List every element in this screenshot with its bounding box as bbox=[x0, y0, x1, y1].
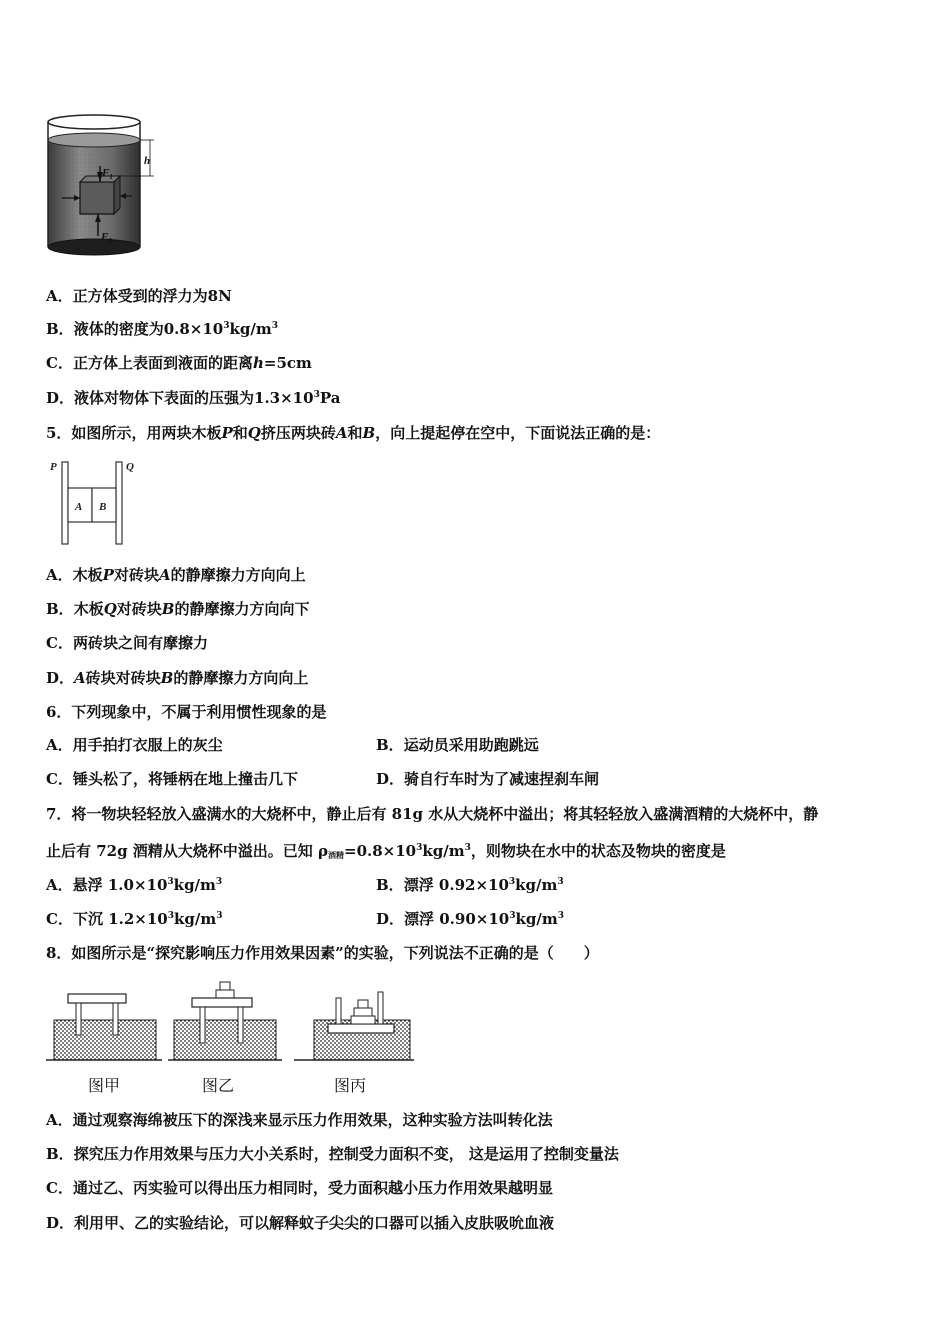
svg-text:F2: $F_2$ bbox=[101, 231, 112, 245]
q7-option-c: C．下沉 $1.2\times 10^3kg/m^3$ bbox=[46, 910, 223, 928]
q4-label-h: h bbox=[144, 155, 151, 167]
q5-option-b: B．木板Q对砖块B的静摩擦力方向向下 bbox=[46, 600, 310, 618]
q8-label-yi: 图乙 bbox=[202, 1078, 235, 1095]
svg-text:B: B bbox=[99, 501, 107, 513]
q8-experiment-figure bbox=[42, 978, 422, 1074]
q8-option-d: D．利用甲、乙的实验结论，可以解释蚊子尖尖的口器可以插入皮肤吸吮血液 bbox=[46, 1214, 555, 1232]
q5-boards-figure bbox=[44, 456, 144, 548]
q8-label-bing: 图丙 bbox=[334, 1078, 367, 1095]
svg-text:F1: $F_1$ bbox=[102, 167, 113, 181]
svg-text:P: P bbox=[50, 461, 57, 473]
q8-figure-bing bbox=[294, 992, 414, 1060]
q7-stem-line2: 止后有 72g 酒精从大烧杯中溢出。已知 $\rho_{酒精}=0.8\times 10^3kg/m^3$，则物块在水中的状态及物块的密度是 bbox=[46, 842, 726, 860]
q5-option-a: A．木板P对砖块A的静摩擦力方向向上 bbox=[46, 566, 306, 584]
q8-option-c: C．通过乙、丙实验可以得出压力相同时，受力面积越小压力作用效果越明显 bbox=[46, 1179, 553, 1197]
q4-cylinder-figure bbox=[40, 110, 170, 260]
q4-option-b: B．液体的密度为$0.8\times 10^3kg/m^3$ bbox=[46, 320, 278, 338]
q8-option-b: B．探究压力作用效果与压力大小关系时，控制受力面积不变， 这是运用了控制变量法 bbox=[46, 1145, 619, 1163]
q5-board-p bbox=[62, 462, 68, 544]
q4-option-d: D．液体对物体下表面的压强为$1.3\times 10^3Pa$ bbox=[46, 389, 341, 407]
q6-option-b: B．运动员采用助跑跳远 bbox=[376, 736, 539, 754]
q5-board-q bbox=[116, 462, 122, 544]
q6-option-a: A．用手拍打衣服上的灰尘 bbox=[46, 736, 223, 754]
q7-option-d: D．漂浮 $0.90\times 10^3kg/m^3$ bbox=[376, 910, 564, 928]
q8-stem: 8．如图所示是“探究影响压力作用效果因素”的实验，下列说法不正确的是（ ） bbox=[46, 944, 599, 962]
q6-stem: 6．下列现象中，不属于利用惯性现象的是 bbox=[46, 703, 327, 721]
q5-option-c: C．两砖块之间有摩擦力 bbox=[46, 634, 208, 652]
q6-option-c: C．锤头松了，将锤柄在地上撞击几下 bbox=[46, 770, 298, 788]
svg-text:Q: Q bbox=[126, 461, 134, 473]
svg-text:A: A bbox=[75, 501, 83, 513]
q4-cube bbox=[80, 182, 114, 214]
q4-option-c: C．正方体上表面到液面的距离h=5cm bbox=[46, 354, 312, 372]
q8-figure-jia bbox=[46, 994, 162, 1060]
q5-option-d: D．A砖块对砖块B的静摩擦力方向向上 bbox=[46, 669, 309, 687]
q4-label-f2: F bbox=[101, 231, 109, 243]
q8-figure-yi bbox=[168, 982, 282, 1060]
q7-option-a: A．悬浮 $1.0\times 10^3kg/m^3$ bbox=[46, 876, 223, 894]
q8-label-jia: 图甲 bbox=[88, 1078, 121, 1095]
q5-stem: 5．如图所示，用两块木板P和Q挤压两块砖A和B，向上提起停在空中，下面说法正确的是： bbox=[46, 424, 661, 442]
q4-label-f1: F bbox=[102, 167, 110, 179]
q4-option-a: A．正方体受到的浮力为8N bbox=[46, 287, 232, 305]
q6-option-d: D．骑自行车时为了减速捏刹车闸 bbox=[376, 770, 600, 788]
q7-option-b: B．漂浮 $0.92\times 10^3kg/m^3$ bbox=[376, 876, 564, 894]
q8-option-a: A．通过观察海绵被压下的深浅来显示压力作用效果，这种实验方法叫转化法 bbox=[46, 1111, 553, 1129]
q7-stem-line1: 7．将一物块轻轻放入盛满水的大烧杯中，静止后有 81g 水从大烧杯中溢出；将其轻轻放入盛满酒精的大烧杯中，静 bbox=[46, 805, 819, 823]
